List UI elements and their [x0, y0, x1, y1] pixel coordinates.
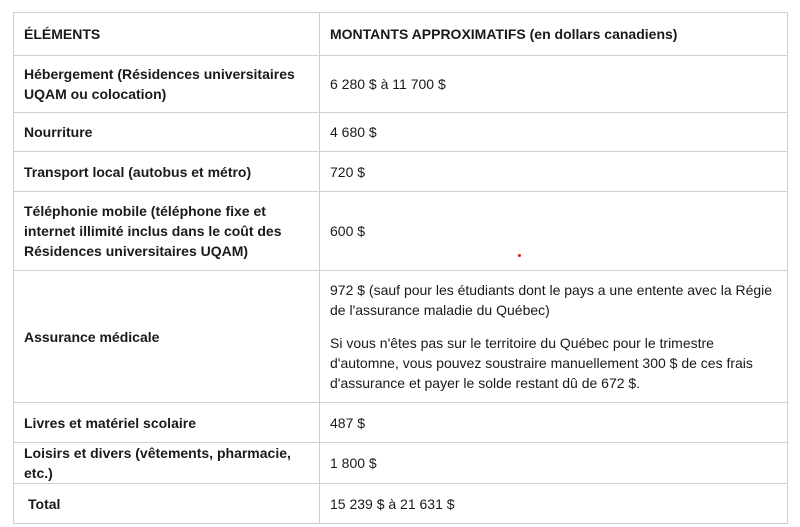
row-value-loisirs: 1 800 $ — [320, 443, 788, 484]
assurance-amount-text: 972 $ (sauf pour les étudiants dont le pays a une entente avec la Régie de l'assurance maladie du Québec) — [330, 282, 773, 318]
row-value-assurance — [320, 271, 788, 403]
row-label-hebergement: Hébergement (Résidences universitaires UQAM ou colocation) — [14, 56, 320, 113]
row-value-livres: 487 $ — [320, 403, 788, 443]
row-value-transport: 720 $ — [320, 152, 788, 192]
row-value-hebergement: 6 280 $ à 11 700 $ — [320, 56, 788, 113]
row-label-assurance: Assurance médicale — [14, 271, 320, 403]
table-row — [14, 56, 788, 113]
table-row — [14, 192, 788, 271]
row-label-telephonie: Téléphonie mobile (téléphone fixe et internet illimité inclus dans le coût des Résidences universitaires UQAM) — [14, 192, 320, 271]
table-row — [14, 271, 788, 403]
cost-table — [13, 12, 788, 524]
row-value-telephonie: 600 $ — [320, 192, 788, 271]
table-row — [14, 443, 788, 484]
row-value-nourriture: 4 680 $ — [320, 113, 788, 152]
marker-dot — [518, 254, 521, 257]
cost-table-wrapper — [13, 12, 787, 524]
table-row-total — [14, 484, 788, 524]
table-row — [14, 152, 788, 192]
assurance-note-text: Si vous n'êtes pas sur le territoire du Québec pour le trimestre d'automne, vous pouvez soustraire manuellement 300 $ de ces frais d'assurance et payer le solde restant dû de 672 $. — [330, 335, 753, 391]
table-row — [14, 403, 788, 443]
table-header-row — [14, 13, 788, 56]
row-label-loisirs: Loisirs et divers (vêtements, pharmacie, etc.) — [14, 443, 320, 484]
row-label-nourriture: Nourriture — [14, 113, 320, 152]
header-amounts: MONTANTS APPROXIMATIFS (en dollars canadiens) — [320, 13, 788, 56]
table-row — [14, 113, 788, 152]
row-label-transport: Transport local (autobus et métro) — [14, 152, 320, 192]
header-elements: ÉLÉMENTS — [14, 13, 320, 56]
row-label-total: Total — [14, 484, 320, 524]
row-label-livres: Livres et matériel scolaire — [14, 403, 320, 443]
row-value-total: 15 239 $ à 21 631 $ — [320, 484, 788, 524]
